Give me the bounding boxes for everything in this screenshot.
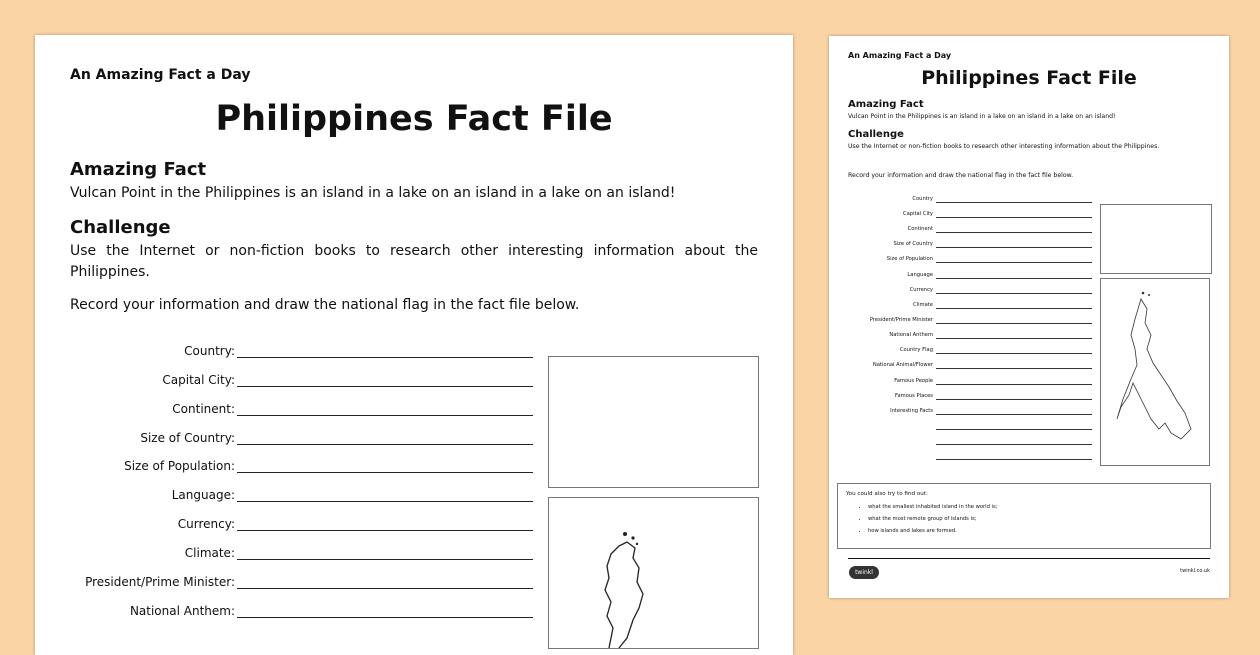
field-label: Currency xyxy=(909,287,933,293)
field-size-of-population xyxy=(829,256,1099,266)
write-line[interactable] xyxy=(936,323,1092,324)
field-currency xyxy=(35,517,535,535)
field-interesting-facts xyxy=(829,408,1099,418)
footer-url: twinkl.co.uk xyxy=(1180,568,1210,574)
field-label: Capital City: xyxy=(162,373,235,387)
field-size-of-country xyxy=(829,241,1099,251)
challenge-text: Use the Internet or non-fiction books to research other interesting information about the Philippines. xyxy=(70,243,758,280)
write-line[interactable] xyxy=(237,501,533,502)
philippines-map-icon xyxy=(549,498,758,648)
worksheet-title: Philippines Fact File xyxy=(215,99,613,139)
write-line[interactable] xyxy=(237,386,533,387)
write-line[interactable] xyxy=(237,559,533,560)
write-line[interactable] xyxy=(936,308,1092,309)
field-label: Climate xyxy=(913,302,933,308)
field-label: Country Flag xyxy=(899,347,933,353)
worksheet-kicker: An Amazing Fact a Day xyxy=(70,67,251,83)
write-line[interactable] xyxy=(237,357,533,358)
write-line[interactable] xyxy=(936,278,1092,279)
tips-list xyxy=(856,501,997,537)
write-line[interactable] xyxy=(936,444,1092,445)
tips-title: You could also try to find out: xyxy=(846,491,928,497)
challenge-heading: Challenge xyxy=(70,217,171,238)
field-label: Country: xyxy=(184,344,235,358)
tip-item: • how islands and lakes are formed. xyxy=(868,525,997,537)
field-country xyxy=(35,344,535,362)
write-line[interactable] xyxy=(936,459,1092,460)
field-president xyxy=(35,575,535,593)
extension-tips-box xyxy=(837,483,1211,549)
write-line[interactable] xyxy=(237,588,533,589)
field-continent xyxy=(35,402,535,420)
field-national-anthem xyxy=(35,604,535,622)
field-language xyxy=(829,272,1099,282)
write-line[interactable] xyxy=(936,262,1092,263)
flag-drawing-box[interactable] xyxy=(1100,204,1212,274)
field-label: Size of Country: xyxy=(140,431,235,445)
field-country-flag xyxy=(829,347,1099,357)
amazing-fact-heading: Amazing Fact xyxy=(70,159,207,180)
field-national-anthem xyxy=(829,332,1099,342)
write-line[interactable] xyxy=(237,530,533,531)
field-capital-city xyxy=(829,211,1099,221)
write-line[interactable] xyxy=(936,429,1092,430)
tip-item: • what the most remote group of islands is; xyxy=(868,513,997,525)
field-label: Capital City xyxy=(902,211,933,217)
flag-drawing-box[interactable] xyxy=(548,356,759,488)
write-line[interactable] xyxy=(936,217,1092,218)
field-label: Language xyxy=(907,272,933,278)
field-label: Continent xyxy=(907,226,933,232)
amazing-fact-heading: Amazing Fact xyxy=(848,99,924,110)
write-line[interactable] xyxy=(936,353,1092,354)
field-national-animal xyxy=(829,362,1099,372)
field-climate xyxy=(35,546,535,564)
field-label: Size of Country xyxy=(893,241,933,247)
write-line[interactable] xyxy=(936,399,1092,400)
field-label: Famous Places xyxy=(894,393,933,399)
field-label: National Anthem: xyxy=(129,604,235,618)
field-label: President/Prime Minister xyxy=(869,317,933,323)
write-line[interactable] xyxy=(936,384,1092,385)
field-label: Size of Population xyxy=(886,256,933,262)
map-box xyxy=(548,497,759,649)
amazing-fact-text: Vulcan Point in the Philippines is an island in a lake on an island in a lake on an island! xyxy=(70,185,676,201)
record-instructions: Record your information and draw the national flag in the fact file below. xyxy=(848,172,1074,179)
field-currency xyxy=(829,287,1099,297)
write-line[interactable] xyxy=(936,293,1092,294)
field-language xyxy=(35,488,535,506)
footer-divider xyxy=(848,558,1210,559)
worksheet-kicker: An Amazing Fact a Day xyxy=(848,51,952,60)
twinkl-logo: twinkl xyxy=(849,566,879,579)
write-line[interactable] xyxy=(237,617,533,618)
field-label: Famous People xyxy=(894,378,933,384)
record-instructions: Record your information and draw the national flag in the fact file below. xyxy=(70,297,580,313)
field-label: Country xyxy=(912,196,933,202)
write-line[interactable] xyxy=(936,338,1092,339)
worksheet-small xyxy=(829,36,1229,598)
field-label: National Anthem xyxy=(889,332,933,338)
philippines-map-icon xyxy=(1101,279,1209,465)
tip-item: • what the smallest inhabited island in the world is; xyxy=(868,501,997,513)
write-line[interactable] xyxy=(936,368,1092,369)
worksheet-title: Philippines Fact File xyxy=(921,67,1137,89)
write-line[interactable] xyxy=(936,202,1092,203)
challenge-text: Use the Internet or non-fiction books to research other interesting information about the Philippines. xyxy=(848,143,1160,150)
write-line[interactable] xyxy=(237,415,533,416)
field-size-of-country xyxy=(35,431,535,449)
field-famous-places xyxy=(829,393,1099,403)
field-country xyxy=(829,196,1099,206)
field-label: National Animal/Flower xyxy=(872,362,933,368)
write-line[interactable] xyxy=(936,247,1092,248)
field-size-of-population xyxy=(35,459,535,477)
field-label: Climate: xyxy=(184,546,235,560)
worksheet-large xyxy=(35,35,793,655)
challenge-heading: Challenge xyxy=(848,129,904,140)
field-label: Size of Population: xyxy=(124,459,235,473)
field-president xyxy=(829,317,1099,327)
field-famous-people xyxy=(829,378,1099,388)
write-line[interactable] xyxy=(936,232,1092,233)
field-capital-city xyxy=(35,373,535,391)
field-label: Continent: xyxy=(172,402,235,416)
field-label: President/Prime Minister: xyxy=(85,575,235,589)
write-line[interactable] xyxy=(237,444,533,445)
field-climate xyxy=(829,302,1099,312)
map-box xyxy=(1100,278,1210,466)
field-label: Language: xyxy=(171,488,235,502)
write-line[interactable] xyxy=(936,414,1092,415)
write-line[interactable] xyxy=(237,472,533,473)
field-continent xyxy=(829,226,1099,236)
amazing-fact-text: Vulcan Point in the Philippines is an island in a lake on an island in a lake on an island! xyxy=(848,113,1116,120)
field-label: Currency: xyxy=(177,517,235,531)
field-label: Interesting Facts xyxy=(890,408,933,414)
